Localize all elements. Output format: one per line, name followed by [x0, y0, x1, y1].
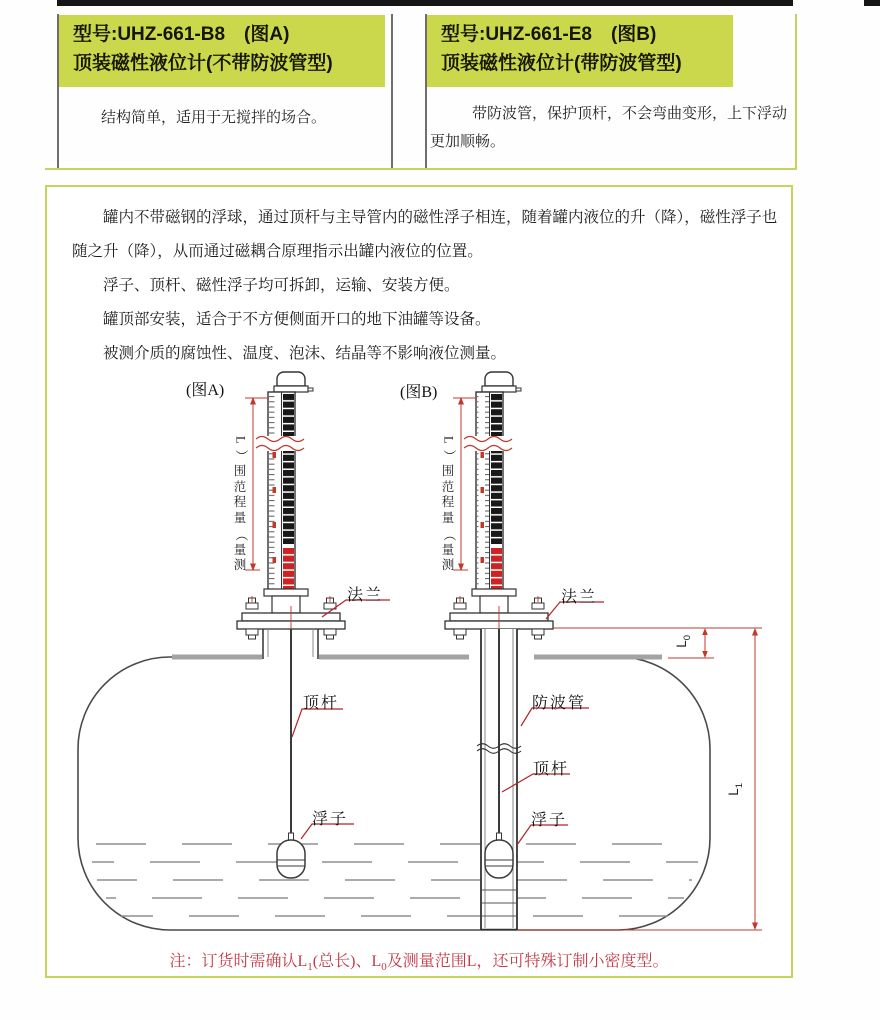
flange-label-a: 法兰 [347, 587, 384, 604]
product-title-a [59, 15, 385, 87]
dim-l0-main: L [674, 640, 690, 648]
top-rod-label-a: 顶杆 [303, 695, 340, 712]
product-subtitle-a: 顶装磁性液位计(不带防波管型) [73, 53, 333, 75]
note-sub-0: 0 [381, 961, 387, 974]
dim-l1-main: L [726, 788, 742, 796]
header-divider-right [795, 14, 797, 170]
diagram-svg [45, 360, 797, 960]
intro-paragraph-1: 罐内不带磁钢的浮球，通过顶杆与主导管内的磁性浮子相连，随着罐内液位的升（降），磁性浮子也随之升（降），从而通过磁耦合原理指示出罐内液位的位置。 [72, 209, 778, 260]
note-prefix: 注：订货时需确认L [169, 953, 308, 970]
top-black-bar [57, 0, 793, 6]
header-divider-middle-left [391, 14, 393, 170]
dimension-label-l1 [726, 783, 745, 796]
product-description-a: 结构简单，适用于无搅拌的场合。 [101, 110, 327, 126]
product-model-a: 型号:UHZ-661-B8 (图A) [73, 24, 290, 45]
note-mid: (总长)、L [312, 953, 382, 970]
top-black-bar-fragment [864, 0, 880, 6]
measuring-range-label-b: 测 量 （ 量 程 范 围 ） L [441, 436, 456, 573]
order-note [45, 948, 793, 973]
float-label-a: 浮子 [312, 811, 349, 828]
intro-paragraph-4: 被测介质的腐蚀性、温度、泡沫、结晶等不影响液位测量。 [103, 345, 507, 362]
figure-b-label: (图B) [400, 384, 438, 401]
wave-pipe-label-b: 防波管 [532, 695, 587, 712]
intro-paragraph-2: 浮子、顶杆、磁性浮子均可拆卸，运输、安装方便。 [103, 277, 460, 294]
product-subtitle-b: 顶装磁性液位计(带防波管型) [441, 53, 682, 75]
product-description-b: 带防波管，保护顶杆，不会弯曲变形，上下浮动更加顺畅。 [430, 106, 788, 150]
product-model-b: 型号:UHZ-661-E8 (图B) [441, 24, 657, 45]
dimension-label-l0 [674, 635, 693, 648]
figure-a-label: (图A) [186, 382, 225, 399]
technical-diagram [45, 360, 797, 960]
flange-label-b: 法兰 [561, 589, 598, 606]
intro-text [72, 201, 780, 371]
dim-l0-sub: 0 [681, 634, 693, 641]
note-sub-1: 1 [307, 961, 313, 974]
tank-outline [78, 652, 710, 930]
measuring-range-label-a: 测 量 （ 量 程 范 围 ） L [233, 436, 248, 573]
note-suffix: 及测量范围L，还可特殊订制小密度型。 [386, 953, 669, 970]
product-title-b [427, 15, 733, 87]
dim-l1-sub: 1 [733, 782, 745, 789]
float-label-b: 浮子 [531, 812, 568, 829]
top-rod-label-b: 顶杆 [533, 761, 570, 778]
intro-paragraph-3: 罐顶部安装，适合于不方便侧面开口的地下油罐等设备。 [103, 311, 491, 328]
header-bottom-border [45, 168, 797, 170]
